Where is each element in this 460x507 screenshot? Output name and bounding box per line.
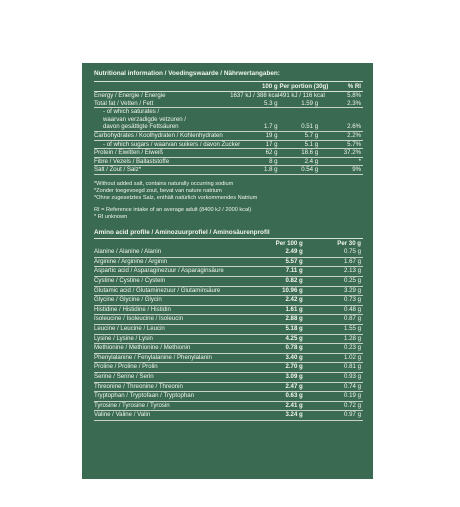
amino-name: Histidine / Histidine / Histidin <box>94 305 248 315</box>
nutrition-gap <box>320 100 342 108</box>
nutrition-label: davon gesättigte Fettsäuren <box>94 123 230 131</box>
nutrition-portion: 0.51 g <box>280 123 321 131</box>
nutrition-per100 <box>230 108 279 116</box>
amino-name: Proline / Proline / Prolin <box>94 363 248 373</box>
amino-row <box>94 277 363 287</box>
amino-per100: 1.61 g <box>248 305 305 315</box>
nutrition-row <box>94 140 363 149</box>
nutrition-gap <box>320 149 342 158</box>
nutrition-per100: 5.3 g <box>230 100 279 108</box>
amino-per30: 0.19 g <box>305 392 363 402</box>
amino-row <box>94 296 363 306</box>
nutrition-gap <box>320 116 342 124</box>
amino-row <box>94 411 363 421</box>
amino-per30: 1.55 g <box>305 325 363 335</box>
nutrition-header-row <box>94 81 363 91</box>
amino-per30: 1.02 g <box>305 353 363 363</box>
nutrition-label: Protein / Eiwitten / Eiweiß <box>94 149 230 158</box>
amino-per100: 5.57 g <box>248 257 305 267</box>
amino-per100: 5.18 g <box>248 325 305 335</box>
amino-header-per30: Per 30 g <box>337 239 361 247</box>
amino-row <box>94 257 363 267</box>
amino-per100: 10.96 g <box>248 286 305 296</box>
amino-row <box>94 363 363 373</box>
nutrition-gap <box>320 157 342 166</box>
nutrition-ri <box>342 108 363 116</box>
amino-name: Glycine / Glycine / Glycin <box>94 296 248 306</box>
amino-name: Leucine / Leucine / Leucin <box>94 325 248 335</box>
nutrition-ri: 2.3% <box>342 100 363 108</box>
amino-per30: 0.74 g <box>305 382 363 392</box>
nutrition-portion: 2.4 g <box>280 157 321 166</box>
nutrition-portion: 5.1 g <box>280 140 321 149</box>
footnote-line: RI = Reference intake of an average adult (8400 kJ / 2000 kcal) <box>94 206 252 213</box>
nutrition-portion: 5.7 g <box>280 131 321 140</box>
amino-name: Arginine / Arginine / Arginin <box>94 257 248 267</box>
amino-row <box>94 248 363 257</box>
amino-row <box>94 267 363 277</box>
nutrition-title: Nutritional information / Voedingswaarde / Nährwertangaben: <box>94 70 280 77</box>
amino-title: Amino acid profile / Aminozuurprofiel / Aminosäurenprofil <box>94 229 363 239</box>
amino-per30: 0.72 g <box>305 401 363 411</box>
nutrition-header-portion: Per portion (30g) <box>279 82 329 90</box>
amino-name: Cystine / Cystine / Cystein <box>94 277 248 287</box>
amino-row <box>94 372 363 382</box>
amino-header-per100: Per 100 g <box>275 239 303 247</box>
nutrition-gap <box>320 131 342 140</box>
nutrition-gap <box>320 140 342 149</box>
amino-name: Threonine / Threonine / Threonin <box>94 382 248 392</box>
amino-per30: 0.97 g <box>305 411 363 421</box>
amino-per30: 1.67 g <box>305 257 363 267</box>
nutrition-ri: 5.8% <box>347 92 361 99</box>
amino-per100: 7.11 g <box>248 267 305 277</box>
amino-row <box>94 392 363 402</box>
amino-per100: 3.24 g <box>248 411 305 421</box>
amino-per100: 0.82 g <box>248 277 305 287</box>
nutrition-label: Salt / Zout / Salz* <box>94 166 230 175</box>
footnote-line: * RI unknown <box>94 214 128 220</box>
amino-per30: 0.25 g <box>305 277 363 287</box>
amino-per30: 0.87 g <box>305 315 363 325</box>
nutrition-ri: 2.2% <box>342 131 363 140</box>
nutrition-label: - of which sugars / waarvan suikers / davon Zucker <box>94 140 230 149</box>
nutrition-row <box>94 166 363 175</box>
nutrition-header-blank <box>94 81 230 91</box>
nutrition-row <box>94 123 363 131</box>
nutrition-row <box>94 149 363 158</box>
nutrition-row <box>94 92 363 100</box>
nutrition-portion: 1.59 g <box>280 100 321 108</box>
footnote-line: *Zonder toegevoegd zout, bevat van nature natrium <box>94 188 222 195</box>
nutrition-per100: 8 g <box>230 157 279 166</box>
nutrition-row <box>94 100 363 108</box>
amino-row <box>94 334 363 344</box>
amino-per30: 0.23 g <box>305 344 363 354</box>
nutrition-per100: 62 g <box>230 149 279 158</box>
nutrition-header-ri: % RI <box>342 81 363 91</box>
amino-per30: 0.93 g <box>305 372 363 382</box>
amino-name: Valine / Valine / Valin <box>94 411 248 421</box>
amino-per100: 3.40 g <box>248 353 305 363</box>
amino-per100: 2.70 g <box>248 363 305 373</box>
amino-name: Tyrosine / Tyrosine / Tyrosin <box>94 401 248 411</box>
nutrition-label: waarvan verzadigde vetzuren / <box>103 115 186 123</box>
nutrition-label: Energy / Energie / Energie <box>94 92 166 99</box>
nutrition-table <box>94 81 363 175</box>
nutrition-row <box>94 131 363 140</box>
amino-name: Methionine / Methionine / Methionin <box>94 344 248 354</box>
nutrition-row <box>94 116 363 124</box>
amino-header-row <box>94 239 363 248</box>
amino-name: Tryptophan / Tryptofaan / Tryptophan <box>94 392 248 402</box>
nutrition-row <box>94 157 363 166</box>
amino-per100: 0.78 g <box>248 344 305 354</box>
amino-row <box>94 344 363 354</box>
nutrition-ri: 9% <box>342 166 363 175</box>
amino-row <box>94 286 363 296</box>
nutrition-per100: 17 g <box>230 140 279 149</box>
footnote-line: *Ohne zugesetztes Salz, enthält natürlich vorkommendes Natrium <box>94 195 258 202</box>
amino-table <box>94 239 363 421</box>
amino-per30: 1.28 g <box>305 334 363 344</box>
nutrition-per100: 1637 kJ / 388 kcal <box>230 92 280 99</box>
nutrition-per100: 1.8 g <box>230 166 279 175</box>
nutrition-portion: 491 kJ / 116 kcal <box>279 92 325 99</box>
nutrition-gap <box>320 166 342 175</box>
nutrition-per100: 1.7 g <box>230 123 279 131</box>
amino-per30: 0.48 g <box>305 305 363 315</box>
nutrition-ri: * <box>342 157 363 166</box>
nutrition-label: Fibre / Vezels / Ballaststoffe <box>94 157 230 166</box>
nutrition-label: - of which saturates / <box>103 108 160 116</box>
nutrition-gap <box>320 123 342 131</box>
amino-per100: 2.47 g <box>248 382 305 392</box>
amino-row <box>94 305 363 315</box>
nutrition-label-panel <box>82 63 373 479</box>
amino-per100: 4.25 g <box>248 334 305 344</box>
amino-per30: 0.81 g <box>305 363 363 373</box>
nutrition-per100: 19 g <box>230 131 279 140</box>
nutrition-label: Total fat / Vetten / Fett <box>94 100 230 108</box>
amino-row <box>94 382 363 392</box>
amino-per30: 0.75 g <box>305 248 363 257</box>
amino-header-blank <box>94 239 248 248</box>
amino-per30: 3.29 g <box>305 286 363 296</box>
nutrition-label: Carbohydrates / Koolhydraten / Kohlenhydraten <box>94 131 230 140</box>
nutrition-portion <box>280 116 321 124</box>
amino-name: Alanine / Alanine / Alanin <box>94 248 248 257</box>
nutrition-ri: 37.2% <box>343 149 361 157</box>
nutrition-ri: 5.7% <box>342 140 363 149</box>
amino-per100: 3.09 g <box>248 372 305 382</box>
nutrition-row <box>94 108 363 116</box>
nutrition-portion: 0.54 g <box>280 166 321 175</box>
amino-name: Serine / Serine / Serin <box>94 372 248 382</box>
footnote-line: *Without added salt, contains naturally occurring sodium <box>94 180 234 187</box>
nutrition-per100 <box>230 116 279 124</box>
nutrition-ri: 2.6% <box>342 123 363 131</box>
amino-row <box>94 401 363 411</box>
amino-row <box>94 353 363 363</box>
nutrition-gap <box>320 108 342 116</box>
amino-name: Aspartic acid / Asparaginezuur / Asparaginsäure <box>94 267 248 277</box>
amino-row <box>94 315 363 325</box>
amino-name: Glutamic acid / Glutaminezuur / Glutaminsäure <box>94 286 248 296</box>
amino-per100: 2.49 g <box>248 248 305 257</box>
amino-name: Lysine / Lysine / Lysin <box>94 334 248 344</box>
nutrition-portion: 18.6 g <box>280 149 321 158</box>
amino-name: Phenylalanine / Fenylalanine / Phenylalanin <box>94 353 248 363</box>
nutrition-portion <box>280 108 321 116</box>
nutrition-footnotes <box>94 181 363 221</box>
amino-per100: 0.63 g <box>248 392 305 402</box>
amino-row <box>94 325 363 335</box>
amino-per100: 2.42 g <box>248 296 305 306</box>
amino-per100: 2.88 g <box>248 315 305 325</box>
nutrition-header-100g: 100 g <box>230 81 279 91</box>
nutrition-ri <box>342 116 363 124</box>
amino-per30: 2.13 g <box>305 267 363 277</box>
amino-name: Isoleucine / Isoleucine / Isoleucin <box>94 315 248 325</box>
amino-per100: 2.41 g <box>248 401 305 411</box>
amino-per30: 0.73 g <box>305 296 363 306</box>
